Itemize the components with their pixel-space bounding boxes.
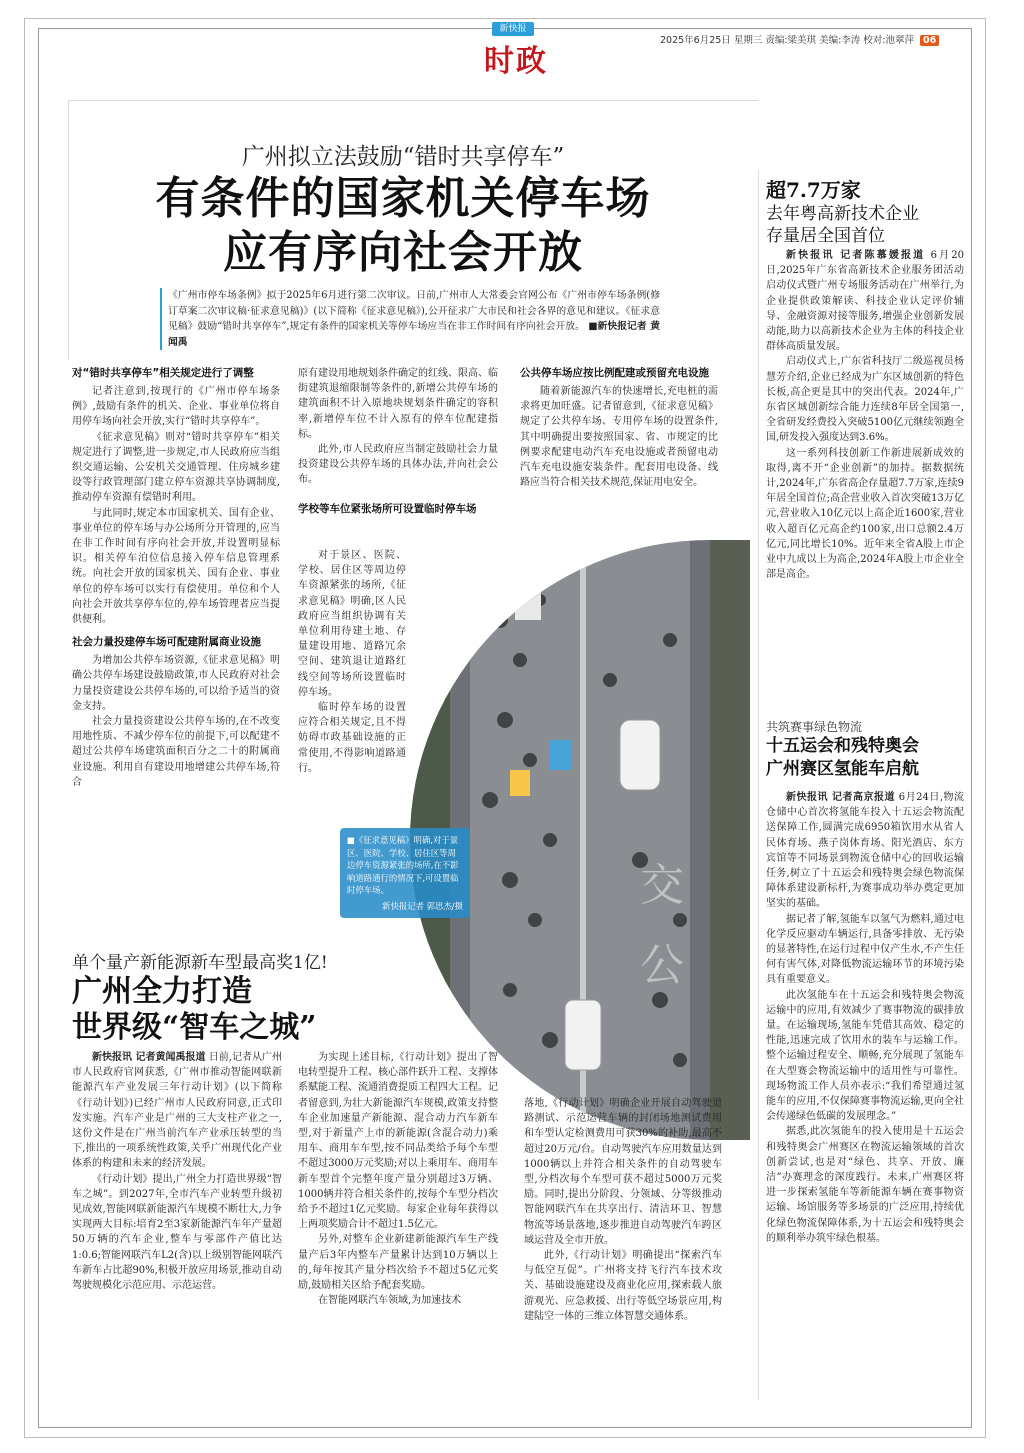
article2-column2 xyxy=(298,1050,498,1308)
header-info xyxy=(660,32,970,46)
right1-title-line1: 去年粤高新技术企业 xyxy=(766,204,919,224)
article1-kicker: 广州拟立法鼓励“错时共享停车” xyxy=(241,144,565,170)
right1-header xyxy=(766,174,966,247)
svg-text:公: 公 xyxy=(640,940,684,991)
paragraph: 临时停车场的设置应符合相关规定,且不得妨碍市政基础设施的正常使用,不得影响道路通行。 xyxy=(298,702,406,774)
right1-kicker: 超7.7万家 xyxy=(766,178,861,202)
paragraph xyxy=(766,790,964,912)
paragraph: 此次氢能车在十五运会和残特奥会物流运输中的应用,有效减少了赛事物流的碳排放量。在运输现场,氢能车凭借其高效、稳定的性能,迅速完成了饮用水的装车与运输工作。整个运输过程安全、顺畅,充分展现了氢能车在大型赛会物流运输中的适用性与可靠性。现场物流工作人员亦表示:“我们希望通过氢能车的应用,不仅保障赛事物流运输,更向全社会传递绿色低碳的发展理念。” xyxy=(766,989,964,1123)
right2-title-line1: 十五运会和残特奥会 xyxy=(766,736,919,756)
subheading: 公共停车场应按比例配建或预留充电设施 xyxy=(520,367,709,379)
article2-headline-line1: 广州全力打造 xyxy=(72,974,252,1009)
paragraph: 这一系列科技创新工作新进展新成效的取得,离不开“企业创新”的加持。据数据统计,2024年,广东省高企存量超7.7万家,连续9年居全国首位;高企营业收入首次突破13万亿元,营业收入10亿元以上高企近1600家,营业收入超百亿元高企约100家,出口总额2.4万亿元,同比增长10%。近年来全省A股上市企业中九成以上为高企,2024年A股上市企业全部是高企。 xyxy=(766,447,964,581)
right2-header xyxy=(766,718,966,781)
article2-column3 xyxy=(524,1096,722,1324)
page-number: 06 xyxy=(920,35,939,46)
right1-title-line2: 存量居全国首位 xyxy=(766,226,885,246)
article2-byline: 新快报讯 记者黄闻禹报道 xyxy=(92,1052,206,1063)
svg-text:交: 交 xyxy=(640,860,684,911)
paragraph: 随着新能源汽车的快速增长,充电桩的需求将更加旺盛。记者留意到,《征求意见稿》规定了公共停车场、专用停车场的设置条件,其中明确提出要按照国家、省、市规定的比例要求配建电动汽车充电设施或者预留电动汽车充电设施安装条件。配套用电设备、线路应当符合相关技术规范,保证用电安全。 xyxy=(520,386,718,489)
right2-kicker: 共筑赛事绿色物流 xyxy=(766,720,863,734)
paragraph: 《征求意见稿》则对“错时共享停车”相关规定进行了调整,进一步规定,市人民政府应当组织交通运输、公安机关交通管理、住房城乡建设等行政管理部门建立停车资源共享协调制度,推动停车资源有偿错时利用。 xyxy=(72,431,280,504)
section-badge: 新快报 xyxy=(492,22,534,36)
right2-body xyxy=(766,790,964,1246)
photo-credit: 新快报记者 郭思杰/摄 xyxy=(382,900,463,911)
article2-column1 xyxy=(72,1050,282,1293)
paragraph: 原有建设用地规划条件确定的红线、限高、临街建筑退缩限制等条件的,新增公共停车场的建筑面积不计入原地块规划条件确定的容积率,新增停车位不计入原有的停车位配建指标。 xyxy=(298,368,498,440)
subheading: 对“错时共享停车”相关规定进行了调整 xyxy=(72,367,254,379)
paragraph: 落地,《行动计划》明确企业开展自动驾驶道路测试、示范运营车辆的封闭场地测试费用和车型认定检测费用可获30%的补助,最高不超过20万元/台。自动驾驶汽车应用数量达到1000辆以上并符合相关条件的自动驾驶车型,分档次每个车型可获不超过5000万元奖励。同时,提出分阶段、分领域、分等级推动智能网联汽车在共享出行、清洁环卫、智慧物流等场景落地,逐步推进自动驾驶汽车跨区域运营及全市开放。 xyxy=(524,1098,722,1246)
article2-headline-line2: 世界级“智车之城” xyxy=(72,1010,317,1045)
paragraph: 据记者了解,氢能车以氢气为燃料,通过电化学反应驱动车辆运行,具备零排放、无污染的显著特性,在运行过程中仅产生水,不产生任何有害气体,对降低物流运输环节的环境污染具有重要意义。 xyxy=(766,913,964,986)
paragraph: 据悉,此次氢能车的投入使用是十五运会和残特奥会广州赛区在物流运输领域的首次创新尝试,也是对“绿色、共享、开放、廉洁”办赛理念的深度践行。未来,广州赛区将进一步探索氢能车等新能源车辆在赛事物资运输、场馆服务等多场景的广泛应用,持续优化绿色物流保障体系,为十五运会和残特奥会的顺利举办筑牢绿色根基。 xyxy=(766,1126,964,1244)
photo-caption-text: ■《征求意见稿》明确,对于景区、医院、学校、居住区等周边停车资源紧张的场所,在不影响道路通行的情况下,可设置临时停车场。 xyxy=(347,835,459,895)
paragraph: 为实现上述目标,《行动计划》提出了智电转型提升工程、核心部件跃升工程、支撑体系赋能工程、流通消费提质工程四大工程。记者留意到,为壮大新能源汽车规模,政策支持整车企业加速量产新能源、混合动力汽车新车型,对于新量产上市的新能源(含混合动力)乘用车、商用车车型,按不同品类给予每个车型不超过3000万元奖励;对以上乘用车、商用车新车型首个完整年度产量分别超过3万辆、1000辆并符合相关条件的,按每个车型分档次给予不超过1亿元奖励。每家企业每年获得以上两项奖励合计不超过1.5亿元。 xyxy=(298,1052,498,1231)
section-title: 时政 xyxy=(484,44,548,79)
column-divider xyxy=(758,170,759,1400)
right2-title-line2: 广州赛区氢能车启航 xyxy=(766,759,919,779)
right1-byline: 新快报讯 记者陈慕媛报道 xyxy=(786,250,926,261)
paragraph: 另外,对整车企业新建新能源汽车生产线量产后3年内整车产量累计达到10万辆以上的,每年按其产量分档次给予不超过5亿元奖励,鼓励相关区给予配套奖励。 xyxy=(298,1234,498,1292)
paragraph-text: 6月24日,物流仓储中心首次将氢能车投入十五运会物流配送保障工作,圆满完成6950箱饮用水从省人民体育场、燕子岗体育场、阳光酒店、东方宾馆等不同场景到物流仓储中心的回收运输任务,树立了十五运会和残特奥会绿色物流保障体系建设新标杆,为赛事成功举办奠定更加坚实的基础。 xyxy=(766,792,965,910)
article2-headline xyxy=(72,974,412,1046)
paragraph xyxy=(766,248,964,354)
paragraph xyxy=(72,1050,282,1172)
paragraph: 记者注意到,按现行的《广州市停车场条例》,鼓励有条件的机关、企业、事业单位将自用停车场向社会开放,实行“错时共享停车”。 xyxy=(72,386,280,428)
right2-byline: 新快报讯 记者高京报道 xyxy=(786,792,896,803)
article1-lead xyxy=(160,288,660,350)
paragraph: 对于景区、医院、学校、居住区等周边停车资源紧张的场所,《征求意见稿》明确,区人民政府应当组织协调有关单位利用待建土地、存量建设用地、道路冗余空间、建筑退让道路红线空间等场所设置临时停车场。 xyxy=(298,550,406,698)
paragraph-text: 日前,记者从广州市人民政府官网获悉,《广州市推动智能网联新能源汽车产业发展三年行动计划》(以下简称《行动计划》)已经广州市人民政府同意,正式印发实施。汽车产业是广州的三大支柱产业之一,这份文件是在广州当前汽车产业承压转型的当下,推出的一项系统性政策,关乎广州现代化产业体系的构建和未来的经济发展。 xyxy=(72,1052,282,1170)
article1-column1 xyxy=(72,366,280,790)
article1-column3 xyxy=(520,366,718,490)
article1-headline xyxy=(70,172,736,280)
paragraph: 为增加公共停车场资源,《征求意见稿》明确公共停车场建设鼓励政策,市人民政府对社会力量投资建设公共停车场的,可以给予适当的资金支持。 xyxy=(72,655,280,712)
lead-byline: ■新快报记者 黄闻禹 xyxy=(168,321,660,348)
article1-column2 xyxy=(298,366,498,520)
paragraph: 社会力量投资建设公共停车场的,在不改变用地性质、不减少停车位的前提下,可以配建不超过公共停车场建筑面积百分之二十的附属商业设施。利用自有建设用地增建公共停车场,符合 xyxy=(72,716,280,788)
article1-headline-line1: 有条件的国家机关停车场 xyxy=(155,173,651,224)
paragraph: 在智能网联汽车领域,为加速技术 xyxy=(318,1295,462,1307)
paragraph: 《行动计划》提出,广州全力打造世界级“智车之城”。到2027年,全市汽车产业转型升级初见成效,智能网联新能源汽车规模不断壮大,力争实现两大目标:培育2至3家新能源汽车年产量超50万辆的汽车企业,整车与零部件产值比达1:0.6;智能网联汽车L2(含)以上级别智能网联汽车新车占比超90%,积极开放应用场景,推动自动驾驶规模化示范应用、示范运营。 xyxy=(72,1173,282,1292)
paragraph: 此外,《行动计划》明确提出“探索汽车与低空互促”。广州将支持飞行汽车技术攻关、基础设施建设及商业化应用,探索载人旅游观光、应急救援、出行等低空场景应用,构建陆空一体的三维立体智慧交通体系。 xyxy=(524,1250,722,1322)
paragraph: 与此同时,规定本市国家机关、国有企业、事业单位的停车场与办公场所分开管理的,应当在非工作时间有序向社会开放,并设置明显标识。相关停车泊位信息接入停车信息管理系统。向社会开放的国家机关、国有企业、事业单位的停车场可以实行有偿使用。单位和个人向社会开放共享停车位的,停车场管理者应当提供便利。 xyxy=(72,507,280,626)
right1-body xyxy=(766,248,964,582)
article1-column2-cont xyxy=(298,548,406,776)
article2-kicker: 单个量产新能源新车型最高奖1亿! xyxy=(72,953,328,973)
paragraph: 启动仪式上,广东省科技厅二级巡视员杨慧芳介绍,企业已经成为广东区域创新的特色长板,高企更是其中的突出代表。2024年,广东省区域创新综合能力连续8年居全国第一,全省研发经费投入突破5100亿元继续领跑全国,研发投入强度达到3.6%。 xyxy=(766,356,964,444)
subheading: 学校等车位紧张场所可设置临时停车场 xyxy=(298,502,477,515)
paragraph-text: 6月20日,2025年广东省高新技术企业服务团活动启动仪式暨广州专场服务活动在广州举行,为企业提供政策解读、科技企业认定评价辅导、金融资源对接等服务,增强企业创新发展动能,助力以高新技术企业为主体的科技企业群体高质量发展。 xyxy=(766,250,964,353)
paragraph: 此外,市人民政府应当制定鼓励社会力量投资建设公共停车场的具体办法,并向社会公布。 xyxy=(298,444,498,486)
subheading: 社会力量投建停车场可配建附属商业设施 xyxy=(72,636,261,649)
issue-info: 2025年6月25日 星期三 责编:梁美琪 美编:李涛 校对:池翠萍 xyxy=(660,35,914,46)
photo-caption xyxy=(340,828,470,918)
lead-text: 《广州市停车场条例》拟于2025年6月进行第二次审议。日前,广州市人大常委会官网公布《广州市停车场条例(修订草案二次审议稿·征求意见稿)》(以下简称《征求意见稿》),公开征求广大市民和社会各界的意见和建议。《征求意见稿》鼓励“错时共享停车”,规定有条件的国家机关等停车场应当在非工作时间有序向社会开放。 xyxy=(168,290,660,332)
article1-headline-line2: 应有序向社会开放 xyxy=(223,227,583,278)
